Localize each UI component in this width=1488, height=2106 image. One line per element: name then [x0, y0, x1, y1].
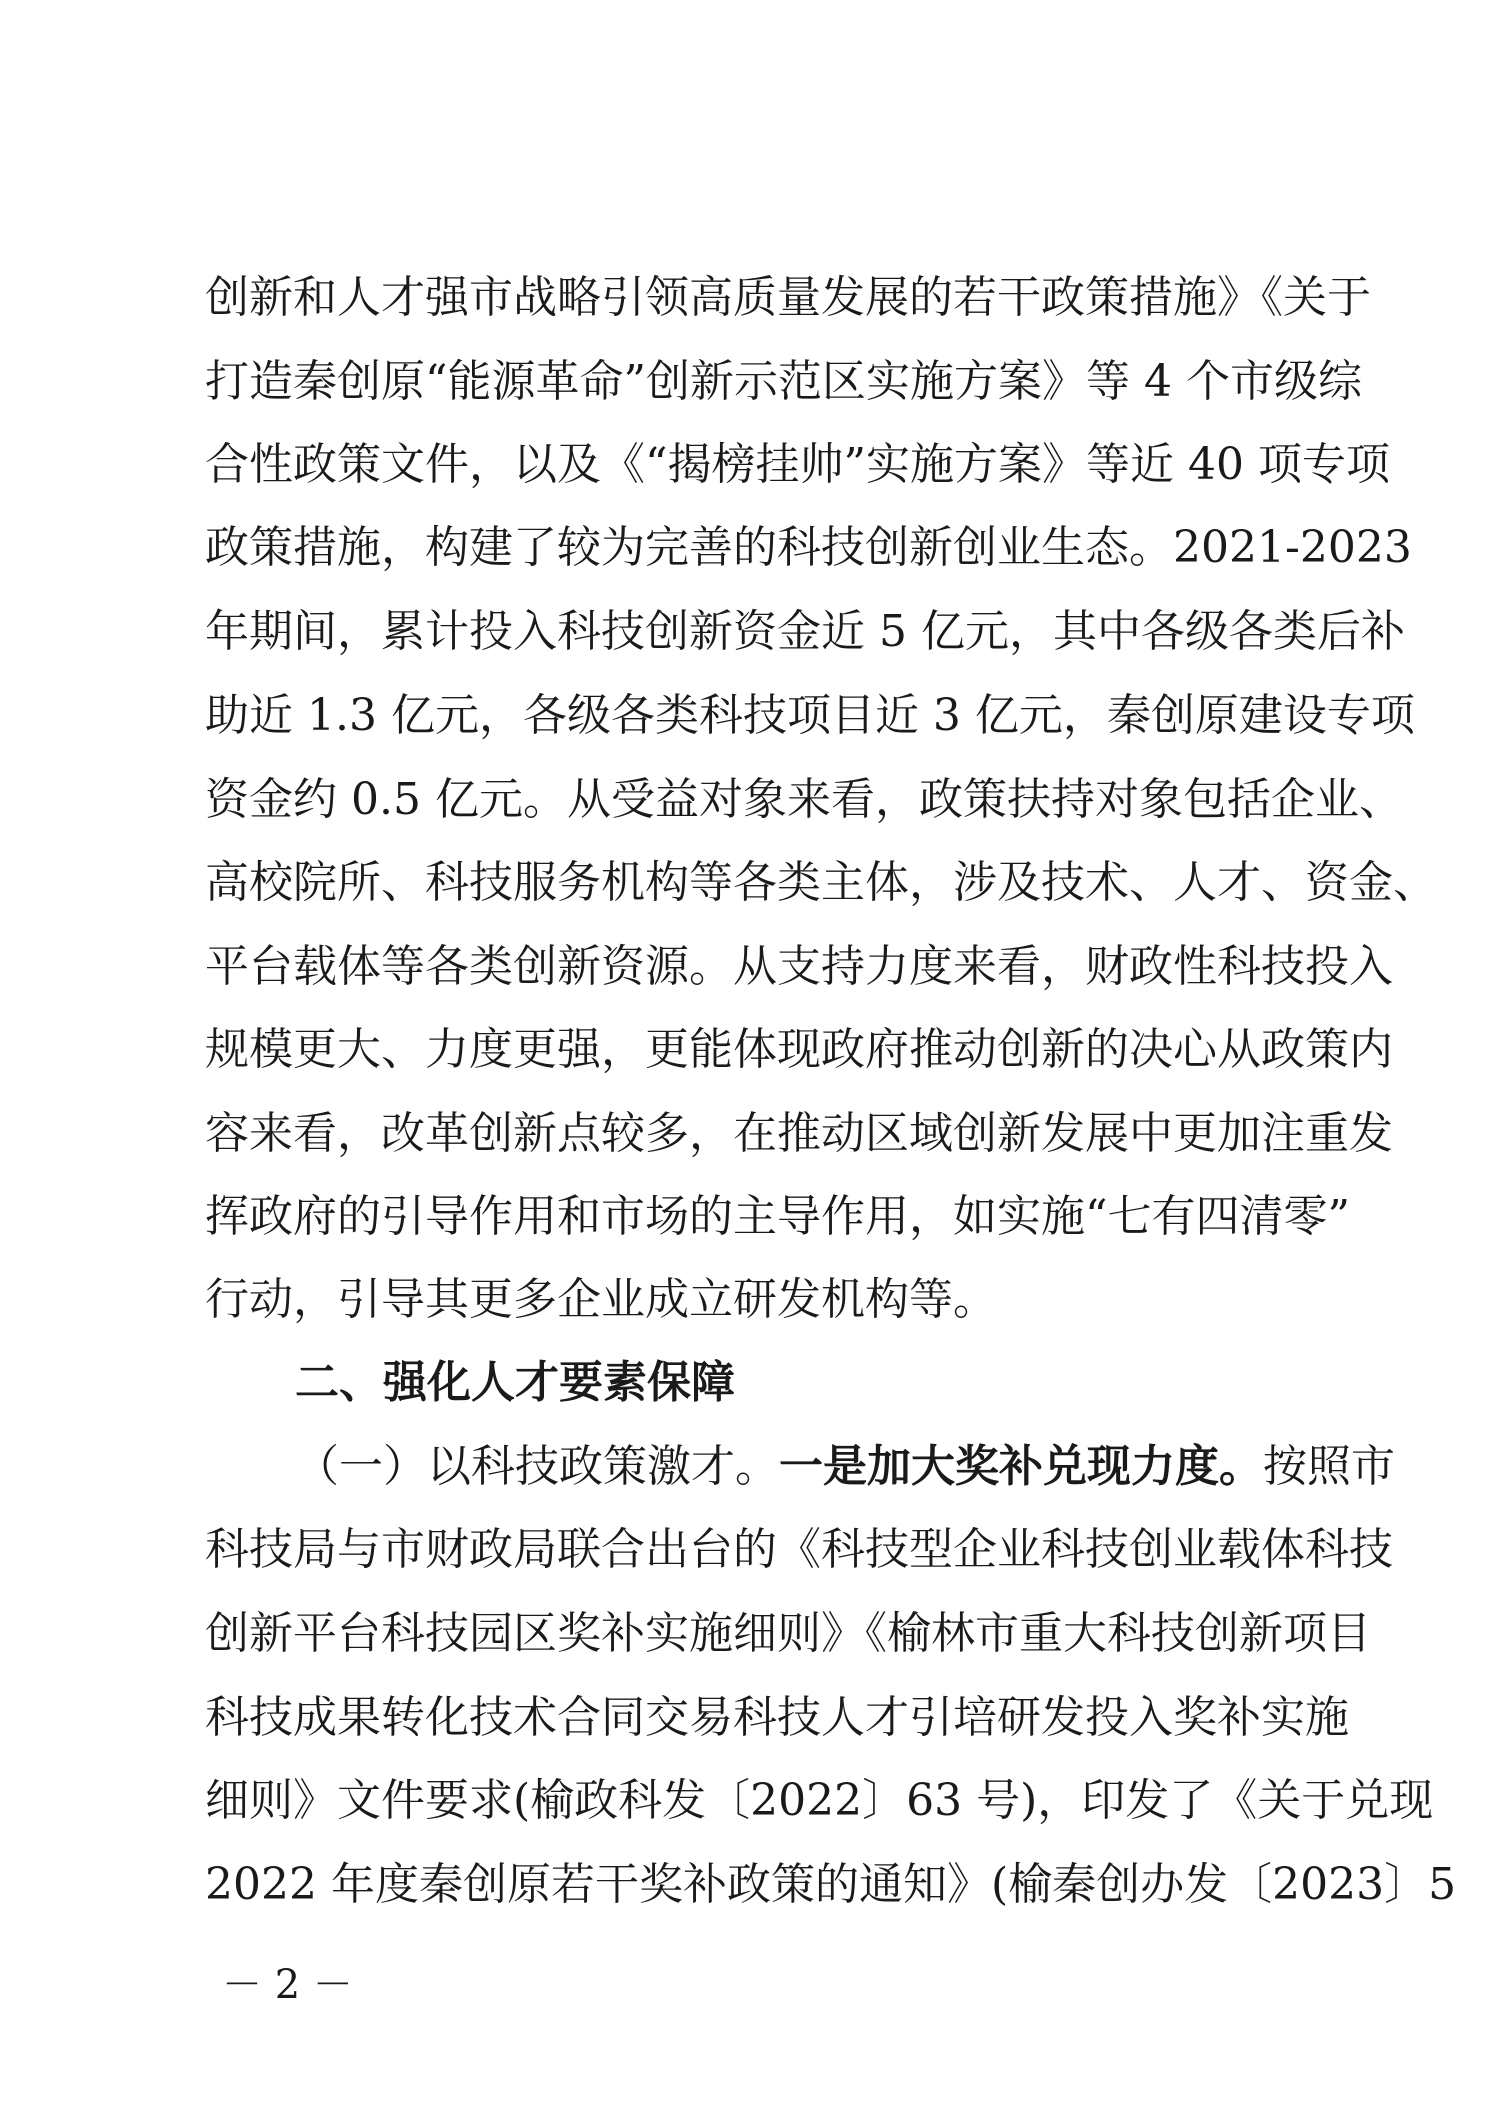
body-line-7: 资金约 0.5 亿元。从受益对象来看，政策扶持对象包括企业、	[205, 774, 1403, 825]
para2-line-2: 创新平台科技园区奖补实施细则》《榆林市重大科技创新项目	[205, 1608, 1371, 1659]
para2-first-suffix: 按照市	[1263, 1441, 1395, 1492]
body-line-2: 打造秦创原“能源革命”创新示范区实施方案》等 4 个市级综	[205, 356, 1362, 407]
body-line-10: 规模更大、力度更强，更能体现政府推动创新的决心从政策内	[205, 1024, 1393, 1075]
body-line-5: 年期间，累计投入科技创新资金近 5 亿元，其中各级各类后补	[205, 606, 1405, 657]
body-line-6: 助近 1.3 亿元，各级各类科技项目近 3 亿元，秦创原建设专项	[205, 690, 1415, 741]
body-line-11: 容来看，改革创新点较多，在推动区域创新发展中更加注重发	[205, 1108, 1393, 1159]
body-line-9: 平台载体等各类创新资源。从支持力度来看，财政性科技投入	[205, 941, 1393, 992]
body-line-13: 行动，引导其更多企业成立研发机构等。	[205, 1274, 997, 1325]
para2-line-3: 科技成果转化技术合同交易科技人才引培研发投入奖补实施	[205, 1692, 1349, 1743]
section-heading: 二、强化人才要素保障	[295, 1357, 735, 1408]
body-line-3: 合性政策文件，以及《“揭榜挂帅”实施方案》等近 40 项专项	[205, 439, 1390, 490]
body-line-4: 政策措施，构建了较为完善的科技创新创业生态。2021-2023	[205, 522, 1412, 573]
para2-first-prefix: （一）以科技政策激才。	[295, 1441, 779, 1492]
body-line-1: 创新和人才强市战略引领高质量发展的若干政策措施》《关于	[205, 272, 1371, 323]
para2-line-1: 科技局与市财政局联合出台的《科技型企业科技创业载体科技	[205, 1524, 1393, 1575]
para2-first-line	[295, 1437, 1395, 1497]
para2-first-bold: 一是加大奖补兑现力度。	[779, 1441, 1263, 1492]
body-line-12: 挥政府的引导作用和市场的主导作用，如实施“七有四清零”	[205, 1191, 1350, 1242]
para2-line-4: 细则》文件要求(榆政科发〔2022〕63 号)，印发了《关于兑现	[205, 1775, 1434, 1826]
para2-line-5: 2022 年度秦创原若干奖补政策的通知》(榆秦创办发〔2023〕5	[205, 1859, 1457, 1910]
body-line-8: 高校院所、科技服务机构等各类主体，涉及技术、人才、资金、	[205, 857, 1437, 908]
page-number: － 2 －	[222, 1962, 353, 2008]
